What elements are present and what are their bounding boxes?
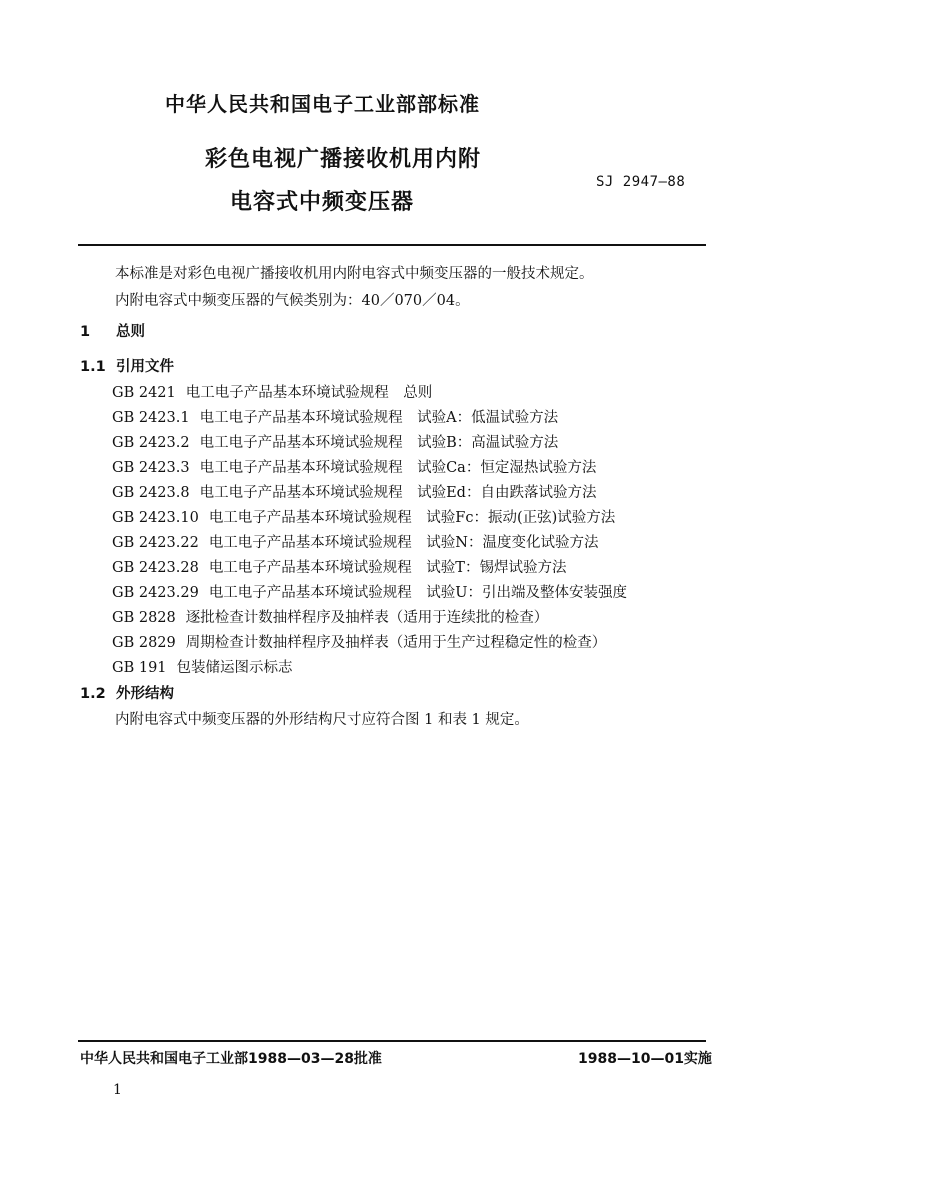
document-title-line1: 彩色电视广播接收机用内附 (205, 147, 482, 172)
footer-divider (78, 1040, 706, 1042)
section-title: 总则 (116, 324, 145, 340)
reference-item (112, 631, 606, 652)
reference-code: GB 2423.10 (112, 510, 199, 526)
reference-title: 电工电子产品基本环境试验规程 试验B：高温试验方法 (199, 435, 559, 451)
section-number: 1.1 (80, 359, 106, 375)
page-number: 1 (113, 1082, 122, 1098)
reference-item (112, 606, 548, 627)
reference-item (112, 406, 558, 427)
reference-code: GB 2828 (112, 610, 176, 626)
approval-date: 中华人民共和国电子工业部1988—03—28批准 (80, 1051, 382, 1067)
issuing-ministry: 中华人民共和国电子工业部部标准 (165, 92, 480, 116)
section-title: 外形结构 (116, 686, 174, 702)
reference-title: 电工电子产品基本环境试验规程 试验A：低温试验方法 (199, 410, 559, 426)
reference-code: GB 2423.29 (112, 585, 199, 601)
section-number: 1 (80, 324, 91, 340)
document-title-line2: 电容式中频变压器 (230, 190, 415, 215)
reference-title: 电工电子产品基本环境试验规程 试验U：引出端及整体安装强度 (208, 585, 628, 601)
reference-code: GB 2829 (112, 635, 176, 651)
reference-title: 电工电子产品基本环境试验规程 试验Ca：恒定湿热试验方法 (199, 460, 597, 476)
reference-item (112, 656, 293, 677)
reference-item (112, 531, 599, 552)
reference-title: 电工电子产品基本环境试验规程 试验T：锡焊试验方法 (208, 560, 567, 576)
reference-item (112, 581, 627, 602)
reference-title: 电工电子产品基本环境试验规程 试验Fc：振动(正弦)试验方法 (208, 510, 616, 526)
reference-title: 电工电子产品基本环境试验规程 总则 (185, 385, 433, 401)
reference-item (112, 506, 615, 527)
header-divider (78, 244, 706, 246)
section-1-heading (80, 320, 145, 341)
reference-item (112, 431, 558, 452)
section-1-2-heading (80, 682, 174, 703)
section-1-2-body: 内附电容式中频变压器的外形结构尺寸应符合图 1 和表 1 规定。 (115, 712, 529, 728)
standard-number: SJ 2947—88 (596, 174, 686, 190)
reference-item (112, 556, 566, 577)
reference-code: GB 2423.2 (112, 435, 190, 451)
reference-code: GB 2423.22 (112, 535, 199, 551)
section-number: 1.2 (80, 686, 106, 702)
effective-date: 1988—10—01实施 (578, 1051, 712, 1067)
intro-line-1: 本标准是对彩色电视广播接收机用内附电容式中频变压器的一般技术规定。 (115, 266, 594, 282)
reference-code: GB 2421 (112, 385, 176, 401)
section-title: 引用文件 (116, 359, 174, 375)
reference-code: GB 191 (112, 660, 167, 676)
reference-item (112, 481, 596, 502)
section-1-1-heading (80, 355, 174, 376)
reference-item (112, 456, 596, 477)
reference-code: GB 2423.28 (112, 560, 199, 576)
reference-title: 电工电子产品基本环境试验规程 试验N：温度变化试验方法 (208, 535, 599, 551)
reference-item (112, 381, 432, 402)
reference-title: 电工电子产品基本环境试验规程 试验Ed：自由跌落试验方法 (199, 485, 597, 501)
reference-code: GB 2423.3 (112, 460, 190, 476)
reference-code: GB 2423.8 (112, 485, 190, 501)
reference-title: 周期检查计数抽样程序及抽样表（适用于生产过程稳定性的检查） (185, 635, 607, 651)
intro-line-2: 内附电容式中频变压器的气候类别为：40／070／04。 (115, 293, 470, 309)
reference-title: 逐批检查计数抽样程序及抽样表（适用于连续批的检查） (185, 610, 549, 626)
reference-code: GB 2423.1 (112, 410, 190, 426)
reference-title: 包装储运图示标志 (176, 660, 293, 676)
